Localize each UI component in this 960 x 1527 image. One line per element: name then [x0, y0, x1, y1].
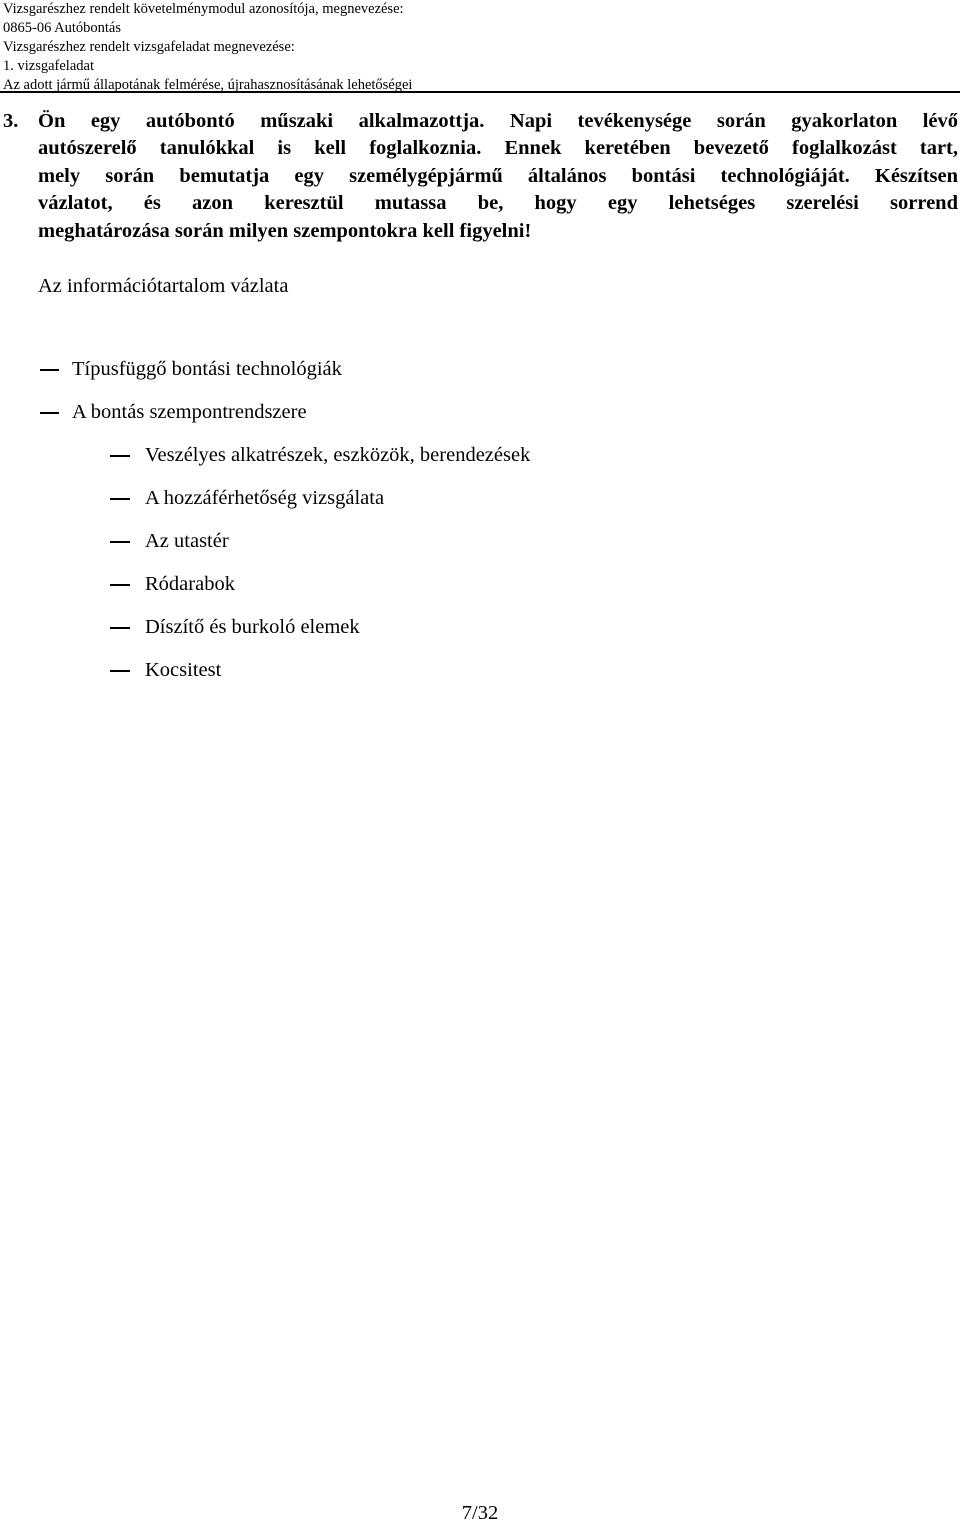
list-item: [145, 484, 384, 512]
list-item: [145, 570, 235, 598]
list-item-text: Az utastér: [145, 530, 229, 552]
list-item-text: Ródarabok: [145, 573, 235, 595]
list-item: [145, 527, 229, 555]
list-item-text: A hozzáférhetőség vizsgálata: [145, 487, 385, 509]
question-line: mely során bemutatja egy személygépjármű általános bontási technológiáját. Készítsen: [38, 164, 958, 187]
dash-bullet-icon: [110, 455, 130, 457]
dash-bullet-icon: [110, 498, 130, 500]
header-task-label: Vizsgarészhez rendelt vizsgafeladat megnevezése:: [3, 39, 295, 55]
header-task-number: 1. vizsgafeladat: [3, 58, 94, 74]
list-item-text: A bontás szempontrendszere: [72, 401, 307, 423]
question-number: 3.: [3, 110, 19, 132]
list-item-text: Kocsitest: [145, 659, 222, 681]
list-item: [145, 613, 360, 641]
list-item: [145, 656, 221, 684]
dash-bullet-icon: [40, 412, 59, 414]
question-line: [3, 108, 958, 135]
page-number: 7/32: [461, 1502, 499, 1524]
question-line: autószerelő tanulókkal is kell foglalkoznia. Ennek keretében bevezető foglalkozást tart,: [38, 137, 958, 160]
header-module-label: Vizsgarészhez rendelt követelménymodul azonosítója, megnevezése:: [3, 1, 404, 17]
list-item-text: Díszítő és burkoló elemek: [145, 616, 360, 638]
question-line: meghatározása során milyen szempontokra kell figyelni!: [38, 219, 532, 242]
dash-bullet-icon: [110, 670, 130, 672]
list-item: [72, 398, 307, 426]
question-line: vázlatot, és azon keresztül mutassa be, hogy egy lehetséges szerelési sorrend: [38, 192, 958, 215]
dash-bullet-icon: [110, 584, 130, 586]
list-item-text: Veszélyes alkatrészek, eszközök, berendezések: [145, 444, 531, 466]
dash-bullet-icon: [110, 627, 130, 629]
list-item: [72, 355, 342, 383]
question-text: Ön egy autóbontó műszaki alkalmazottja. Napi tevékenysége során gyakorlaton lévő: [38, 110, 958, 132]
question-block: [3, 108, 958, 245]
dash-bullet-icon: [40, 369, 59, 371]
dash-bullet-icon: [110, 541, 130, 543]
header-task-title: Az adott jármű állapotának felmérése, újrahasznosításának lehetőségei: [3, 77, 413, 93]
list-item-text: Típusfüggő bontási technológiák: [72, 358, 342, 380]
document-header: [3, 0, 953, 95]
outline-title: Az információtartalom vázlata: [38, 275, 289, 297]
list-item: [145, 441, 530, 469]
header-module-value: 0865-06 Autóbontás: [3, 20, 122, 36]
